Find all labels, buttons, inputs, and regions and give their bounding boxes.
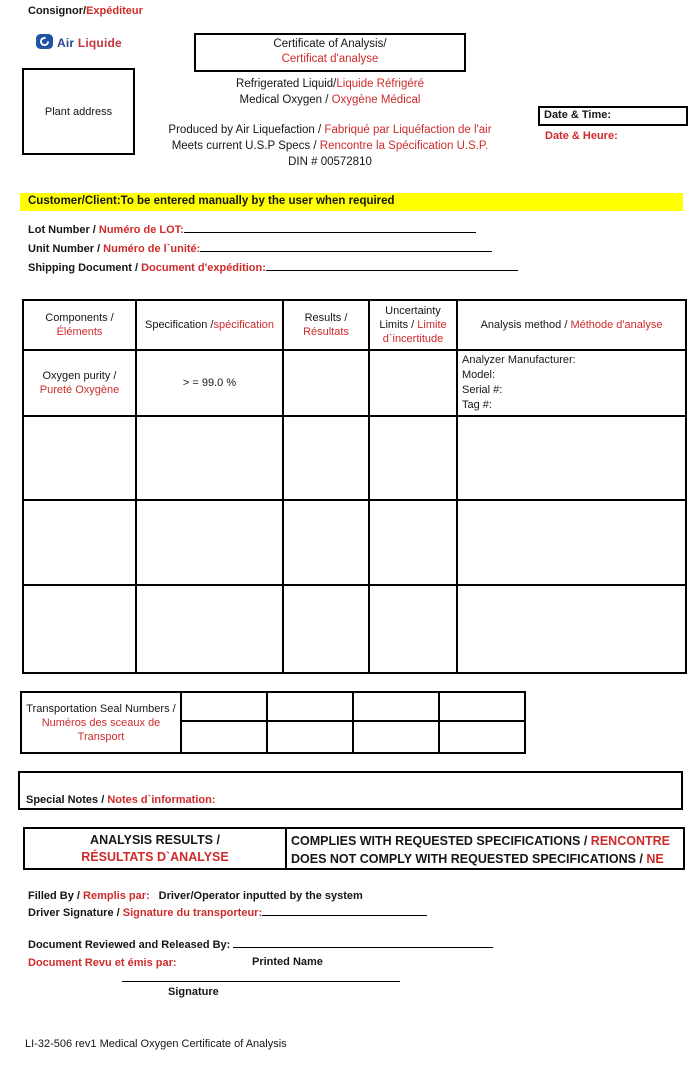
- seal-row: [21, 692, 525, 721]
- shipping-document-label-fr: Document d'expédition:: [141, 262, 266, 274]
- produced-by-fr: Fabriqué par Liquéfaction de l'air: [324, 124, 492, 136]
- unit-number-label-fr: Numéro de l`unité:: [103, 243, 201, 255]
- din-number: DIN # 00572810: [288, 156, 372, 168]
- empty-cell[interactable]: [369, 585, 457, 673]
- special-notes-label-fr: Notes d`information:: [107, 794, 216, 806]
- date-time-field[interactable]: [538, 106, 688, 126]
- empty-analysis-row: [23, 500, 686, 585]
- analysis-table-header-row: [23, 300, 686, 350]
- empty-cell[interactable]: [457, 416, 686, 500]
- shipping-document-label-en: Shipping Document /: [28, 262, 142, 274]
- unit-number-row: [28, 240, 518, 259]
- consignor-label-en: Consignor/: [28, 5, 87, 17]
- method-header-en: Analysis method /: [480, 319, 571, 331]
- special-notes-box[interactable]: [18, 771, 683, 810]
- seal-numbers-label-cell: [21, 692, 181, 753]
- seal-number-cell[interactable]: [181, 692, 267, 721]
- oxygen-purity-row: [23, 350, 686, 416]
- oxygen-purity-specification-cell: > = 99.0 %: [136, 350, 283, 416]
- certificate-title-fr: Certificat d'analyse: [281, 53, 379, 65]
- shipping-document-input-line[interactable]: [266, 260, 518, 271]
- analysis-results-heading: [25, 829, 287, 868]
- empty-cell[interactable]: [283, 500, 369, 585]
- air-liquide-logo-icon: [36, 34, 53, 52]
- driver-signature-input-line[interactable]: [262, 905, 427, 916]
- seal-numbers-label-fr: Numéros des sceaux de Transport: [41, 716, 161, 743]
- seal-number-cell[interactable]: [353, 721, 439, 753]
- logo-air-text: Air: [57, 36, 75, 50]
- product-line-medical-oxygen: [115, 92, 545, 108]
- usp-specs-fr: Rencontre la Spécification U.S.P.: [319, 140, 489, 152]
- product-line-refrigerated: [115, 76, 545, 92]
- shipment-fields: [28, 221, 518, 278]
- oxygen-purity-component-cell: [23, 350, 136, 416]
- analyzer-details-cell[interactable]: [457, 350, 686, 416]
- empty-cell[interactable]: [136, 585, 283, 673]
- reviewed-by-input-line[interactable]: [233, 937, 493, 948]
- seal-numbers-label-en: Transportation Seal Numbers /: [26, 702, 176, 715]
- oxygen-purity-uncertainty-cell[interactable]: [369, 350, 457, 416]
- empty-analysis-row: [23, 416, 686, 500]
- complies-option-fr: RENCONTRE: [590, 834, 670, 848]
- document-revu-label: Document Revu et émis par:: [28, 957, 177, 969]
- oxygen-purity-en: Oxygen purity /: [42, 370, 117, 382]
- uncertainty-header-en: Uncertainty Limits /: [379, 305, 441, 331]
- oxygen-purity-fr: Pureté Oxygène: [39, 384, 120, 396]
- seal-numbers-table: [20, 691, 526, 754]
- empty-cell[interactable]: [23, 416, 136, 500]
- analyzer-serial-label: Serial #:: [462, 384, 503, 396]
- certificate-title-box: [194, 33, 466, 72]
- driver-signature-label-fr: Signature du transporteur:: [122, 907, 263, 919]
- produced-by-en: Produced by Air Liquefaction /: [168, 124, 325, 136]
- empty-cell[interactable]: [136, 416, 283, 500]
- seal-number-cell[interactable]: [181, 721, 267, 753]
- seal-number-cell[interactable]: [353, 692, 439, 721]
- logo-liquide-text: Liquide: [77, 36, 122, 50]
- certificate-title-en: Certificate of Analysis/: [273, 38, 387, 50]
- specification-header-fr: spécification: [213, 319, 275, 331]
- empty-cell[interactable]: [283, 416, 369, 500]
- does-not-comply-option-en: DOES NOT COMPLY WITH REQUESTED SPECIFICATIONS /: [291, 852, 647, 866]
- uncertainty-header-fr: Limite d`incertitude: [382, 319, 447, 345]
- filled-by-line: [28, 889, 363, 903]
- components-header-fr: Éléments: [56, 326, 103, 338]
- customer-banner: Customer/Client:To be entered manually by the user when required: [20, 193, 683, 211]
- empty-cell[interactable]: [457, 500, 686, 585]
- analysis-results-heading-fr: RÉSULTATS D`ANALYSE: [81, 849, 229, 864]
- empty-cell[interactable]: [369, 500, 457, 585]
- analysis-results-heading-en: ANALYSIS RESULTS /: [90, 832, 220, 847]
- special-notes-label-en: Special Notes /: [26, 794, 108, 806]
- lot-number-row: [28, 221, 518, 240]
- medical-oxygen-fr: Oxygène Médical: [331, 94, 421, 106]
- unit-number-label-en: Unit Number /: [28, 243, 104, 255]
- seal-number-cell[interactable]: [439, 721, 525, 753]
- empty-cell[interactable]: [369, 416, 457, 500]
- seal-number-cell[interactable]: [267, 692, 353, 721]
- analysis-table: [22, 299, 687, 674]
- oxygen-purity-results-cell[interactable]: [283, 350, 369, 416]
- empty-cell[interactable]: [23, 500, 136, 585]
- analyzer-tag-label: Tag #:: [462, 399, 492, 411]
- empty-cell[interactable]: [283, 585, 369, 673]
- unit-number-input-line[interactable]: [200, 241, 492, 252]
- plant-address-label: Plant address: [44, 105, 113, 118]
- consignor-label-fr: Expéditeur: [86, 5, 143, 17]
- reviewed-by-line: [28, 937, 493, 952]
- empty-cell[interactable]: [457, 585, 686, 673]
- date-time-label: Date & Time:: [544, 109, 612, 121]
- reviewed-by-label: Document Reviewed and Released By:: [28, 939, 234, 951]
- air-liquide-logo: [36, 34, 122, 52]
- analysis-results-box: [23, 827, 685, 870]
- special-notes-label: [26, 794, 215, 806]
- specification-header: [136, 300, 283, 350]
- uncertainty-header: [369, 300, 457, 350]
- shipping-document-row: [28, 259, 518, 278]
- empty-cell[interactable]: [136, 500, 283, 585]
- produced-by-line: [115, 122, 545, 138]
- refrigerated-liquid-fr: Liquide Réfrigéré: [336, 78, 424, 90]
- signature-rule[interactable]: [122, 981, 400, 982]
- medical-oxygen-en: Medical Oxygen /: [239, 94, 332, 106]
- does-not-comply-option[interactable]: [291, 850, 683, 868]
- usp-specs-line: [115, 138, 545, 154]
- lot-number-label-en: Lot Number /: [28, 224, 99, 236]
- results-header-fr: Résultats: [303, 326, 349, 338]
- results-header-en: Results /: [304, 312, 348, 324]
- seal-number-cell[interactable]: [267, 721, 353, 753]
- spacer: [115, 108, 545, 122]
- empty-analysis-row: [23, 585, 686, 673]
- refrigerated-liquid-en: Refrigerated Liquid/: [236, 78, 337, 90]
- driver-signature-label-en: Driver Signature /: [28, 907, 123, 919]
- printed-name-label: Printed Name: [252, 956, 323, 968]
- filled-by-value: Driver/Operator inputted by the system: [158, 890, 363, 902]
- lot-number-label-fr: Numéro de LOT:: [98, 224, 184, 236]
- analyzer-model-label: Model:: [462, 369, 496, 381]
- date-heure-label: Date & Heure:: [545, 130, 618, 142]
- complies-option[interactable]: [291, 832, 683, 850]
- empty-cell[interactable]: [23, 585, 136, 673]
- components-header-en: Components /: [45, 312, 114, 324]
- components-header: [23, 300, 136, 350]
- title-column: [115, 33, 545, 170]
- lot-number-input-line[interactable]: [184, 222, 476, 233]
- seal-number-cell[interactable]: [439, 692, 525, 721]
- footer-doc-id: LI-32-506 rev1 Medical Oxygen Certificate of Analysis: [25, 1038, 287, 1050]
- signature-label: Signature: [168, 986, 219, 998]
- filled-by-label-en: Filled By /: [28, 890, 84, 902]
- specification-header-en: Specification /: [144, 319, 214, 331]
- filled-by-label-fr: Remplis par:: [83, 890, 150, 902]
- driver-signature-line: [28, 905, 427, 920]
- complies-option-en: COMPLIES WITH REQUESTED SPECIFICATIONS /: [291, 834, 591, 848]
- compliance-options: [287, 829, 683, 868]
- method-header: [457, 300, 686, 350]
- analyzer-manufacturer-label: Analyzer Manufacturer:: [462, 354, 576, 366]
- method-header-fr: Méthode d'analyse: [570, 319, 663, 331]
- results-header: [283, 300, 369, 350]
- usp-specs-en: Meets current U.S.P Specs /: [171, 140, 320, 152]
- consignor-label: [28, 5, 143, 17]
- logo-wordmark: [57, 36, 122, 50]
- does-not-comply-option-fr: NE: [646, 852, 664, 866]
